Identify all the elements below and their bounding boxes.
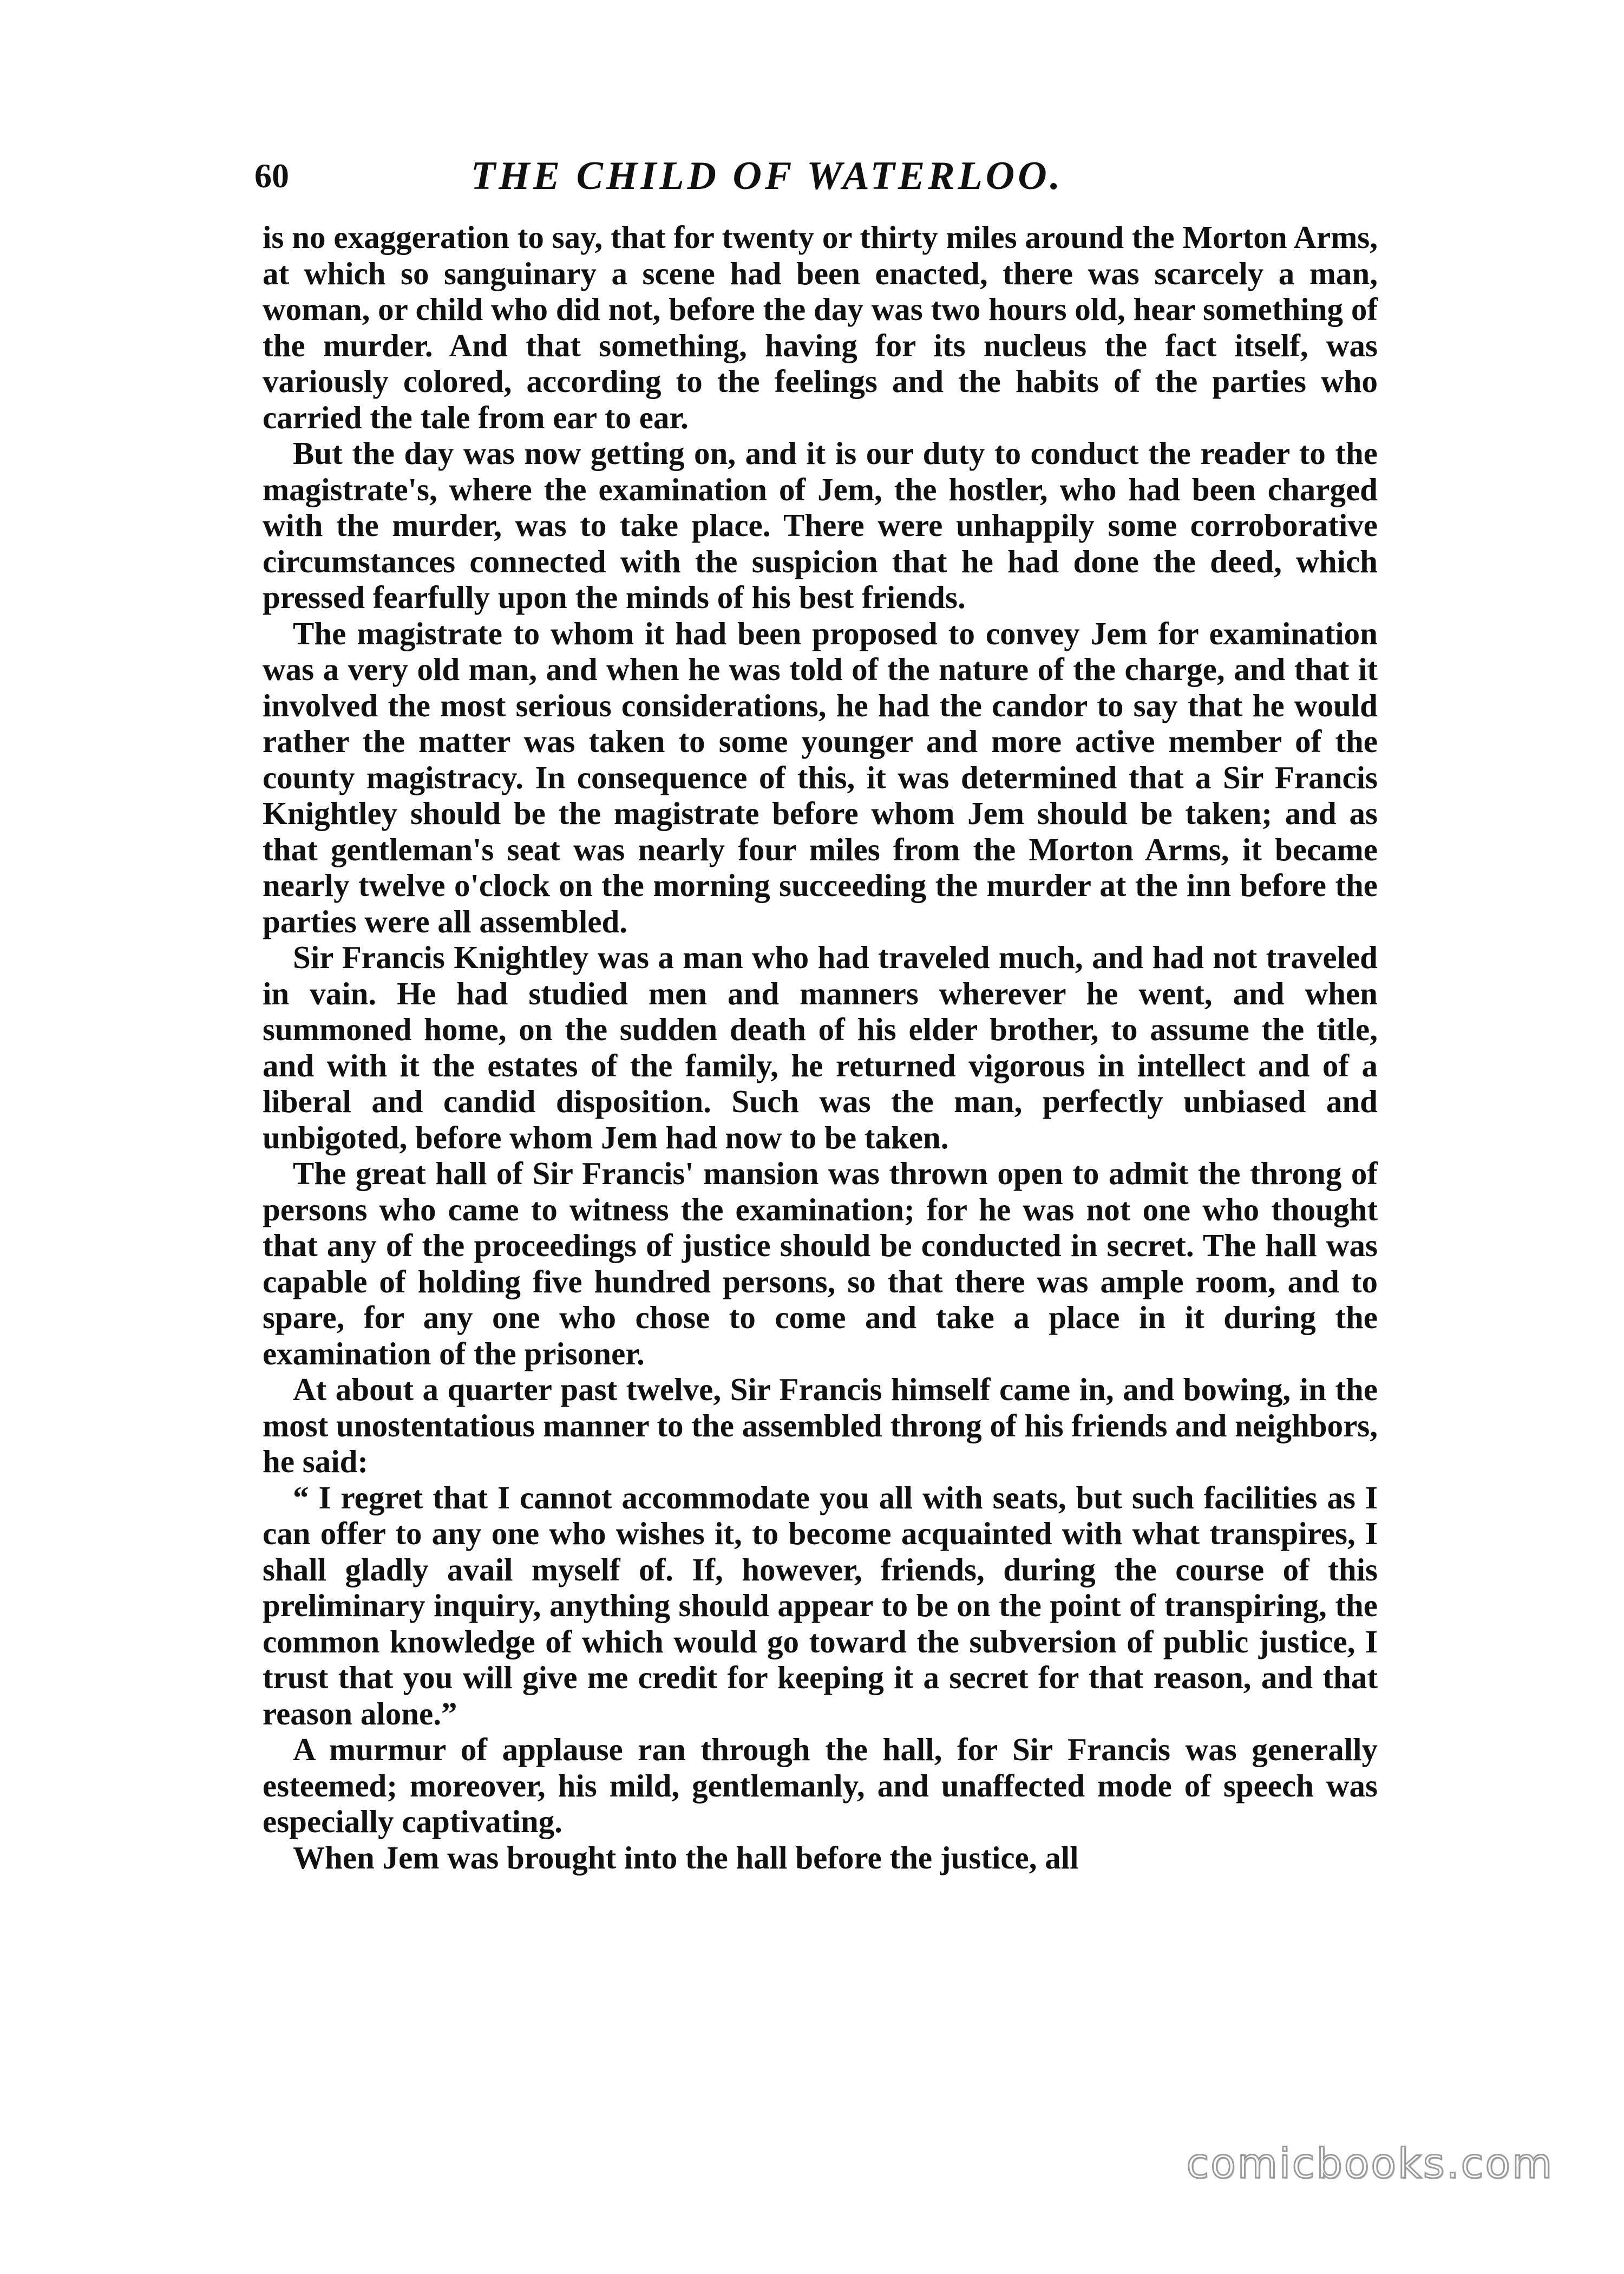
running-title: THE CHILD OF WATERLOO. xyxy=(471,154,1064,198)
paragraph: “ I regret that I cannot accommodate you all with seats, but such facilities as I can offer to any one who wishes it, to become acquainted with what transpires, I shall gladly avail myself of. If, however, friends, during the course of this preliminary inquiry, anything should appear to be on the point of transpiring, the common knowledge of which would go toward the subversion of public justice, I trust that you will give me credit for keeping it a secret for that reason, and that reason alone.” xyxy=(263,1479,1378,1731)
paragraph: But the day was now getting on, and it is our duty to conduct the reader to the magistrate's, where the examination of Jem, the hostler, who had been charged with the murder, was to take place. There were unhappily some corroborative circumstances connected with the suspicion that he had done the deed, which pressed fearfully upon the minds of his best friends. xyxy=(263,435,1378,615)
paragraph: Sir Francis Knightley was a man who had traveled much, and had not traveled in vain. He had studied men and manners wherever he went, and when summoned home, on the sudden death of his elder brother, to assume the title, and with it the estates of the family, he returned vigorous in intellect and of a liberal and candid disposition. Such was the man, perfectly unbiased and unbigoted, before whom Jem had now to be taken. xyxy=(263,939,1378,1155)
paragraph: is no exaggeration to say, that for twenty or thirty miles around the Morton Arms, at which so sanguinary a scene had been enacted, there was scarcely a man, woman, or child who did not, before the day was two hours old, hear something of the murder. And that something, having for its nucleus the fact itself, was variously colored, according to the feelings and the habits of the parties who carried the tale from ear to ear. xyxy=(263,219,1378,435)
paragraph: The magistrate to whom it had been proposed to convey Jem for examination was a very old man, and when he was told of the nature of the charge, and that it involved the most serious considerations, he had the candor to say that he would rather the matter was taken to some younger and more active member of the county magistracy. In consequence of this, it was determined that a Sir Francis Knightley should be the magistrate before whom Jem should be taken; and as that gentleman's seat was nearly four miles from the Morton Arms, it became nearly twelve o'clock on the morning succeeding the murder at the inn before the parties were all assembled. xyxy=(263,615,1378,939)
paragraph: At about a quarter past twelve, Sir Francis himself came in, and bowing, in the most unostentatious manner to the assembled throng of his friends and neighbors, he said: xyxy=(263,1371,1378,1479)
paragraph: The great hall of Sir Francis' mansion was thrown open to admit the throng of persons who came to witness the examination; for he was not one who thought that any of the proceedings of justice should be conducted in secret. The hall was capable of holding five hundred persons, so that there was ample room, and to spare, for any one who chose to come and take a place in it during the examination of the prisoner. xyxy=(263,1155,1378,1371)
page-number: 60 xyxy=(254,156,289,195)
page-header xyxy=(254,146,1386,206)
watermark: comicbooks.com xyxy=(1186,2139,1554,2187)
paragraph: A murmur of applause ran through the hall, for Sir Francis was generally esteemed; moreover, his mild, gentlemanly, and unaffected mode of speech was especially captivating. xyxy=(263,1731,1378,1839)
body-text xyxy=(263,219,1378,1876)
paragraph: When Jem was brought into the hall before the justice, all xyxy=(293,1839,1079,1876)
